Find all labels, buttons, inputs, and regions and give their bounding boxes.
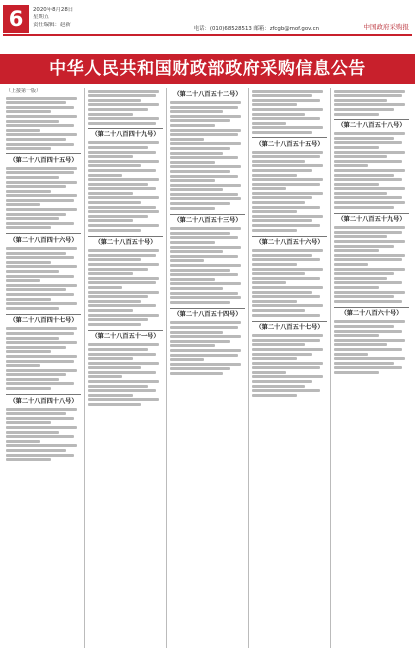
notice-title: （第二十八百四十八号）: [9, 397, 78, 405]
editor-line: 责任编辑：赵新: [33, 21, 71, 28]
notice-block: [170, 91, 245, 210]
contact-line: 电话：(010)68528513 邮箱：zfcgb@mof.gov.cn: [193, 26, 319, 32]
notice-title: （第二十八百五十四号）: [173, 311, 242, 319]
column-3: [166, 88, 248, 648]
notice-title: （第二十八百四十六号）: [9, 237, 78, 245]
notice-title: （第二十八百五十五号）: [255, 140, 324, 148]
notice-block: [334, 119, 409, 209]
notice-title: （第二十八百五十二号）: [173, 91, 242, 98]
continued-note: （上接第一版）: [6, 88, 42, 94]
notice-block: [6, 153, 81, 229]
column-5: [330, 88, 412, 648]
column-1: [3, 88, 84, 648]
notice-block: [88, 128, 163, 232]
banner-title: 中华人民共和国财政部政府采购信息公告: [49, 59, 366, 79]
notice-title: （第二十八百四十七号）: [9, 317, 78, 325]
notice-block: [334, 307, 409, 374]
notice-title: （第二十八百四十五号）: [9, 156, 78, 164]
page-header: [0, 0, 415, 42]
notice-block: [170, 214, 245, 304]
notice-block: [6, 394, 81, 461]
notice-title: （第二十八百六十号）: [340, 310, 403, 318]
notice-block: [252, 236, 327, 317]
notice-title: （第二十八百五十八号）: [337, 122, 406, 130]
notice-title: （第二十八百五十六号）: [255, 239, 324, 247]
notice-block: [252, 321, 327, 397]
notice-title: （第二十八百五十三号）: [173, 217, 242, 225]
issue-meta: [33, 7, 143, 29]
notice-title: （第二十八百五十七号）: [255, 324, 324, 332]
notice-block: [88, 236, 163, 326]
notice-block: [88, 330, 163, 406]
notice-title: （第二十八百四十九号）: [91, 131, 160, 139]
issue-weekday: 星期五: [33, 14, 50, 21]
notice-title: （第二十八百五十九号）: [337, 216, 406, 224]
header-rule: [3, 34, 412, 36]
column-2: [84, 88, 166, 648]
page-number: 6: [3, 5, 29, 33]
notice-block: [252, 137, 327, 232]
notice-block: [6, 314, 81, 390]
notice-title: （第二十八百五十一号）: [91, 333, 160, 341]
notice-title: （第二十八百五十号）: [94, 239, 157, 247]
issue-date: 2020年8月28日: [33, 7, 74, 13]
notice-block: [170, 308, 245, 375]
title-banner: [0, 54, 415, 84]
notice-block: [6, 233, 81, 309]
notice-grid: [3, 88, 412, 648]
column-4: [248, 88, 330, 648]
notice-block: [334, 213, 409, 303]
masthead-logo: 中国政府采购报: [363, 23, 409, 31]
